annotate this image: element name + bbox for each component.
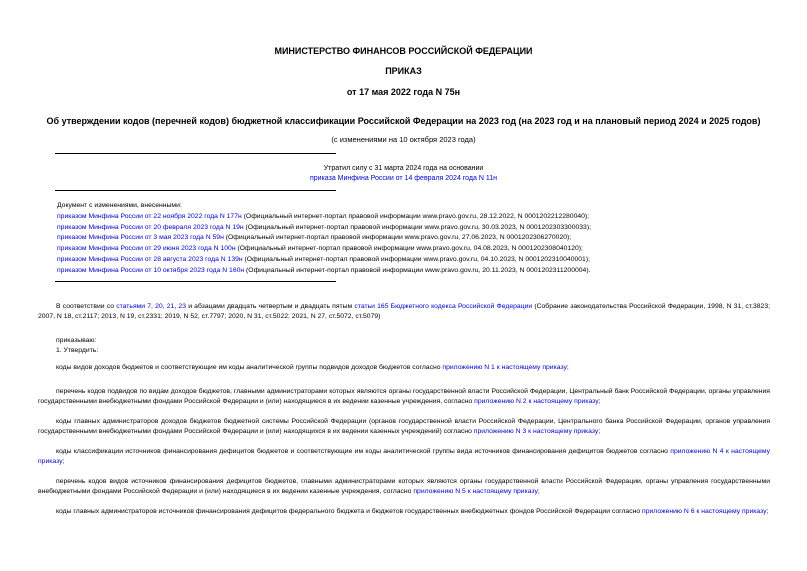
lost-force-link[interactable]: приказа Минфина России от 14 февраля 2024 года N 11н [310, 175, 497, 182]
appendix-link-4[interactable]: приложению N 4 к настоящему приказу [38, 448, 771, 466]
amendment-link[interactable]: приказом Минфина России от 3 мая 2023 года N 59н [57, 234, 224, 242]
appendix-link-5[interactable]: приложению N 5 к настоящему приказу [413, 488, 538, 496]
divider-bottom [55, 281, 336, 282]
approval-item-2: перечень кодов подвидов по видам доходов бюджетов, главными администраторами которых являются органы государственной власти Российской Федерации, Центральный банк Российской Федерации, органы управления государственными внебюджетными фондами Российской Федерации и (или) находящиеся в их ведении казенные учреждения, согласно приложению N 2 к настоящему приказу; [38, 388, 770, 406]
amendment-link[interactable]: приказом Минфина России от 28 августа 2023 года N 139н [57, 255, 243, 263]
changes-note: (с изменениями на 10 октября 2023 года) [331, 135, 476, 144]
approval-item-6: коды главных администраторов источников финансирования дефицитов федерального бюджета и бюджетов государственных внебюджетных фондов Российской Федерации согласно приложению N 6 к настоящему приказу; [56, 508, 769, 515]
approval-item-1: коды видов доходов бюджетов и соответствующие им коды аналитической группы подвидов доходов бюджетов согласно приложению N 1 к настоящему приказу; [56, 364, 569, 371]
preamble-link-articles[interactable]: статьями 7, 20, 21, 23 [116, 303, 186, 310]
amendment-link[interactable]: приказом Минфина России от 10 октября 2023 года N 160н [57, 266, 245, 274]
divider-top [55, 153, 336, 154]
approve-heading: 1. Утвердить: [56, 347, 99, 354]
amendment-item: приказом Минфина России от 3 мая 2023 года N 59н (Официальный интернет-портал правовой информации www.pravo.gov.ru, 27.06.2023, N 0001202306270020); [57, 234, 572, 242]
ministry-name: МИНИСТЕРСТВО ФИНАНСОВ РОССИЙСКОЙ ФЕДЕРАЦИИ [274, 46, 533, 56]
amendment-link[interactable]: приказом Минфина России от 22 ноября 2022 года N 177н [57, 212, 242, 220]
approval-item-4: коды классификации источников финансирования дефицитов бюджетов и соответствующие им коды аналитической группы вида источников финансирования дефицитов бюджетов согласно приложению N 4 к настоящему приказу; [38, 448, 771, 466]
appendix-link-3[interactable]: приложению N 3 к настоящему приказу [473, 428, 599, 436]
appendix-link-1[interactable]: приложению N 1 к настоящему приказу [442, 364, 567, 371]
lost-force-text: Утратил силу с 31 марта 2024 года на основании [323, 165, 484, 172]
document-title: Об утверждении кодов (перечней кодов) бюджетной классификации Российской Федерации на 2023 год (на 2023 год и на плановый период 2024 и 2025 годов) [46, 116, 761, 126]
approval-item-3: коды главных администраторов доходов бюджетов бюджетной системы Российской Федерации (органов государственной власти Российской Федерации, Центрального банка Российской Федерации, органов управления государственными внебюджетными фондами Российской Федерации и (или) находящихся в их ведении казенных учреждений) согласно приложению N 3 к настоящему приказу; [38, 418, 770, 436]
amendment-link[interactable]: приказом Минфина России от 20 февраля 2023 года N 19н [57, 223, 244, 231]
preamble-link-budget-code[interactable]: статьи 165 Бюджетного кодекса Российской Федерации [354, 303, 533, 310]
preamble: В соответствии со статьями 7, 20, 21, 23 и абзацами двадцать четвертым и двадцать пятым статьи 165 Бюджетного кодекса Российской Федерации (Собрание законодательства Российской Федерации, 1998, N 31, ст.3823; 2007, N 18, ст.2117; 2013, N 19, ст.2331; 2019, N 52, ст.7797; 2020, N 31, ст.5022; 2021, N 27, ст.5072, ст.5079) [38, 303, 770, 321]
divider-middle [55, 190, 336, 191]
amendment-item: приказом Минфина России от 28 августа 2023 года N 139н (Официальный интернет-портал правовой информации www.pravo.gov.ru, 04.10.2023, N 0001202310040001); [57, 255, 590, 263]
amendment-item: приказом Минфина России от 10 октября 2023 года N 160н (Официальный интернет-портал правовой информации www.pravo.gov.ru, 20.11.2023, N 0001202311200004). [57, 266, 591, 274]
appendix-link-6[interactable]: приложению N 6 к настоящему приказу [642, 508, 767, 515]
appendix-link-2[interactable]: приложению N 2 к настоящему приказу [474, 398, 599, 406]
amendment-item: приказом Минфина России от 20 февраля 2023 года N 19н (Официальный интернет-портал правовой информации www.pravo.gov.ru, 30.03.2023, N 0001202303300033); [57, 223, 591, 231]
amendments-intro: Документ с изменениями, внесенными: [57, 202, 182, 209]
order-type: ПРИКАЗ [385, 66, 422, 76]
amendment-item: приказом Минфина России от 22 ноября 2022 года N 177н (Официальный интернет-портал правовой информации www.pravo.gov.ru, 28.12.2022, N 0001202212280040); [57, 212, 590, 220]
approval-item-5: перечень кодов видов источников финансирования дефицитов бюджетов, главными администраторами которых являются органы государственной власти Российской Федерации, органы управления государственными внебюджетными фондами Российской Федерации и (или) находящиеся в их ведении казенные учреждения, согласно приложению N 5 к настоящему приказу; [38, 478, 770, 496]
amendment-link[interactable]: приказом Минфина России от 29 июня 2023 года N 100н [57, 245, 236, 253]
amendments-list [57, 201, 591, 277]
order-word: приказываю: [56, 337, 97, 344]
order-date: от 17 мая 2022 года N 75н [346, 87, 461, 97]
amendment-item: приказом Минфина России от 29 июня 2023 года N 100н (Официальный интернет-портал правовой информации www.pravo.gov.ru, 04.08.2023, N 0001202308040120); [57, 245, 583, 253]
